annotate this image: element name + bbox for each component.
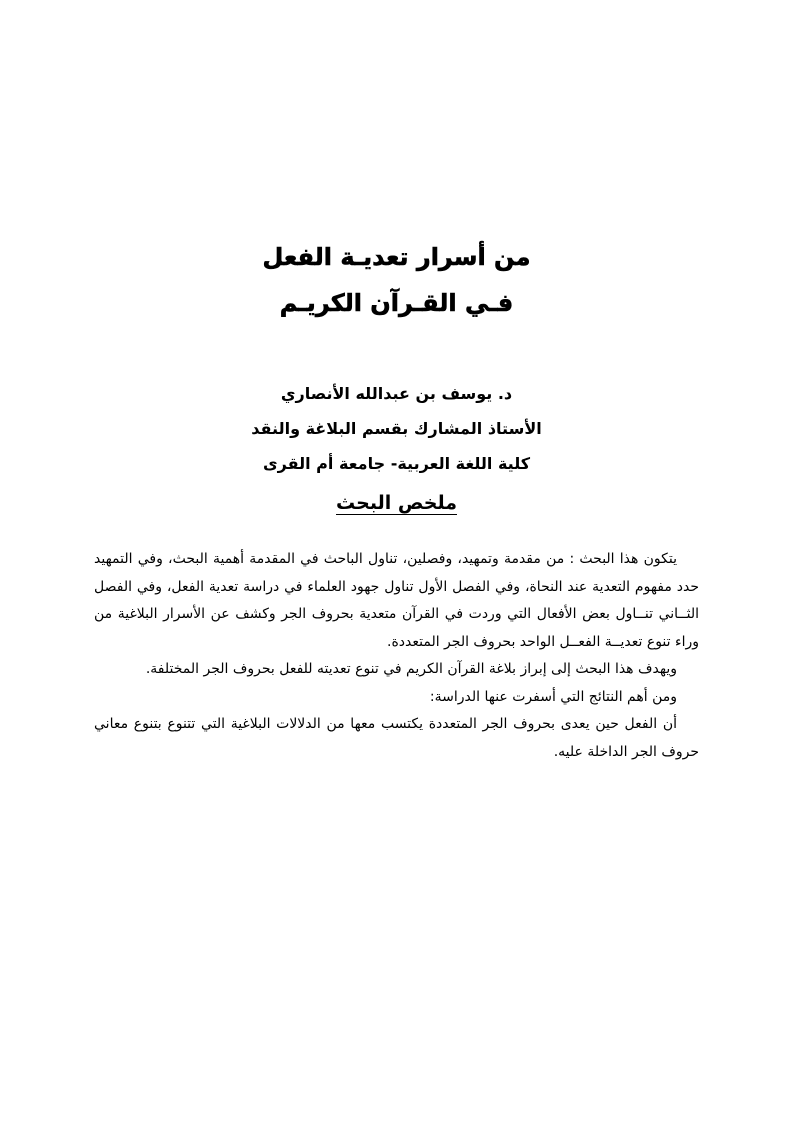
abstract-paragraph: يتكون هذا البحث : من مقدمة وتمهيد، وفصلين، تناول الباحث في المقدمة أهمية البحث، وفي التمهيد حدد مفهوم التعدية عند النحاة، وفي الفصل الأول تناول جهود العلماء في دراسة تعدية الفعل، وفي الفصل الثــاني تنــاول بعض الأفعال التي وردت في القرآن متعدية بحروف الجر وكشف عن الأسرار البلاغية من وراء تنوع تعديــة الفعــل الواحد بحروف الجر المتعددة. xyxy=(94,551,699,650)
title-line-2: فـي القـرآن الكريـم xyxy=(279,289,514,317)
author-affiliation: كلية اللغة العربية- جامعة أم القرى xyxy=(262,454,531,473)
author-position: الأستاذ المشارك بقسم البلاغة والنقد xyxy=(251,419,542,438)
abstract-heading: ملخص البحث xyxy=(336,492,457,514)
main-title xyxy=(0,234,793,326)
title-line-1: من أسرار تعديـة الفعل xyxy=(262,243,531,271)
abstract-body xyxy=(94,546,699,766)
author-name: د. يوسف بن عبدالله الأنصاري xyxy=(280,384,513,403)
abstract-paragraph: ويهدف هذا البحث إلى إبراز بلاغة القرآن الكريم في تنوع تعديته للفعل بحروف الجر المختلفة. xyxy=(145,661,677,677)
abstract-paragraph: أن الفعل حين يعدى بحروف الجر المتعددة يكتسب معها من الدلالات البلاغية التي تتنوع بتنوع معاني حروف الجر الداخلة عليه. xyxy=(94,716,699,760)
abstract-paragraph: ومن أهم النتائج التي أسفرت عنها الدراسة: xyxy=(429,688,677,705)
author-block xyxy=(0,376,793,481)
